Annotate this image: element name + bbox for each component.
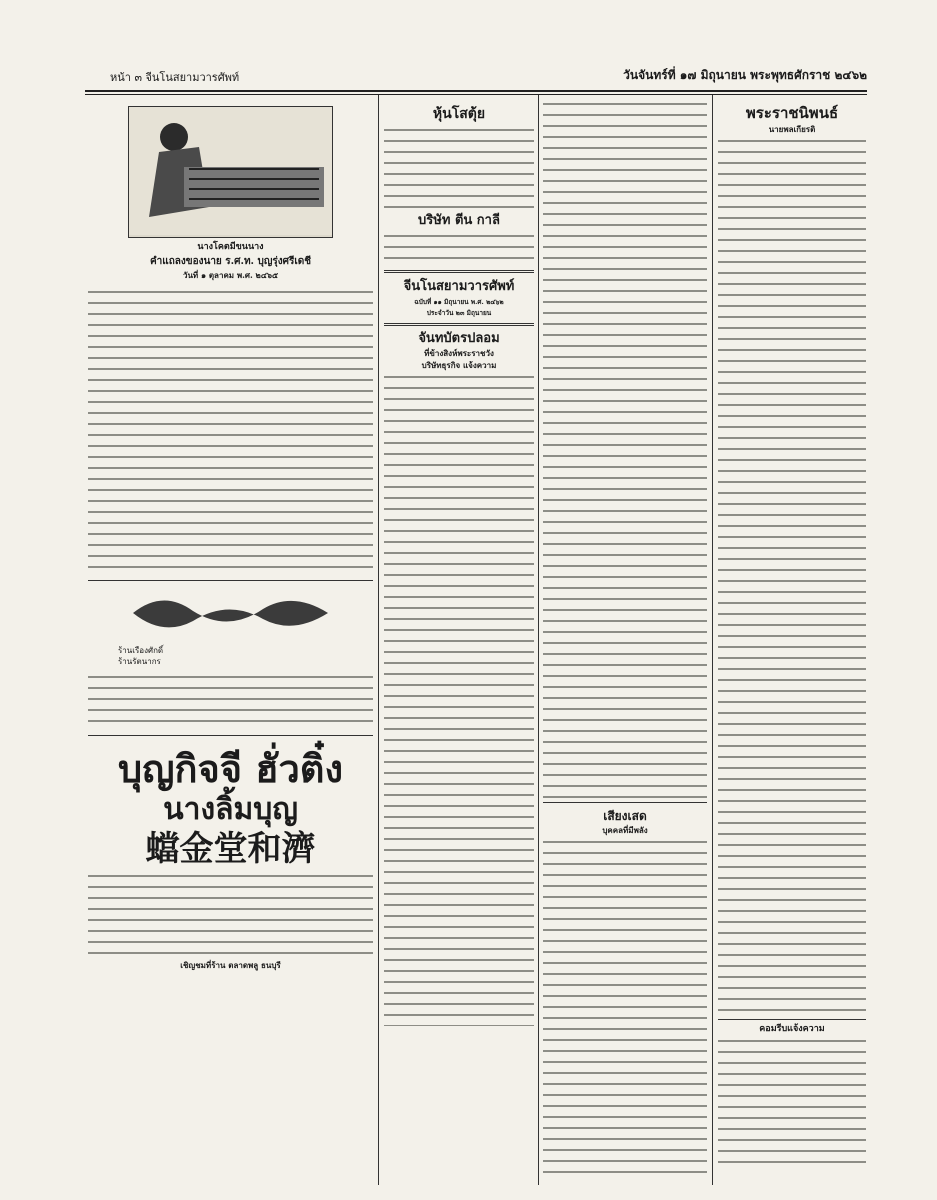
column-4: [718, 98, 866, 1183]
notice-box-body: [718, 1035, 866, 1165]
header-left: หน้า ๓ จีนโนสยามวารศัพท์: [110, 71, 240, 84]
section-subtitle: ที่ข้างสิงห์พระราชวัง: [424, 348, 494, 359]
column-divider-2: [538, 95, 539, 1185]
shop-body: [88, 671, 373, 731]
section-separator: [88, 580, 373, 581]
article-title-1: หุ้นโสตุ้ย: [432, 106, 486, 122]
article-heading: เสียงเสด: [603, 809, 647, 823]
section-separator: [88, 735, 373, 736]
column-3-body-top: [543, 98, 707, 798]
header-right: วันจันทร์ที่ ๑๗ มิถุนายน พระพุทธศักราช ๒๔๖๒: [623, 68, 867, 82]
royal-title: พระราชนิพนธ์: [745, 104, 839, 122]
column-3: [543, 98, 707, 1183]
shop-item: ร้านเรืองศักดิ์: [118, 645, 164, 655]
paper-subtitle: ฉบับที่ ๑๑ มิถุนายน พ.ศ. ๒๔๖๒: [414, 298, 504, 306]
announcement-title: คำแถลงของนาย ร.ศ.ท. บุญรุ่งศรีเดชี: [149, 256, 312, 268]
brand-headline: บุญกิจจี ฮั่วติ๋ง: [117, 746, 344, 792]
royal-subtitle: นายพลเกียรติ: [768, 124, 816, 134]
column-2: [384, 98, 534, 1183]
article-title-2: บริษัท ตีน กาลี: [418, 213, 500, 228]
article-body-2: [384, 230, 534, 266]
header-rule: [85, 90, 867, 92]
notice-box-title: คอมรีบแจ้งความ: [759, 1024, 825, 1035]
brand-body: [88, 870, 373, 958]
section-separator: [543, 802, 707, 803]
paper-title: จีนโนสยามวารศัพท์: [403, 279, 515, 294]
section-separator: [718, 1019, 866, 1020]
header-rule-thin: [85, 94, 867, 95]
section-body: [384, 371, 534, 1026]
shop-list: [118, 645, 343, 667]
brand-chinese: 蟷金堂和濟: [145, 829, 316, 870]
paper-subtitle-2: ประจำวัน ๒๓ มิถุนายน: [426, 309, 492, 318]
masthead-rule: [384, 323, 534, 326]
section-subtitle-2: บริษัทธุรกิจ แจ้งความ: [421, 359, 497, 370]
illustration-weaver: [128, 106, 333, 238]
announcement-date: วันที่ ๑ ตุลาคม พ.ศ. ๒๔๖๕: [182, 270, 279, 281]
brand-subtitle: นางลิ้มบุญ: [163, 792, 298, 828]
column-divider-1: [378, 95, 379, 1185]
masthead-rule: [384, 270, 534, 273]
section-title: จันทบัตรปลอม: [418, 331, 500, 347]
banner-drawing: [133, 589, 328, 637]
royal-body: [718, 135, 866, 1015]
column-3-body-bottom: [543, 836, 707, 1176]
announcement-body: [88, 286, 373, 576]
column-1: [88, 98, 373, 1183]
article-subheading: บุคคลที่มีพลัง: [602, 825, 648, 835]
column-divider-3: [712, 95, 713, 1185]
weaver-drawing: [129, 107, 332, 235]
illustration-caption: นางโคตมีขนนาง: [197, 242, 264, 252]
ornament-banner: [133, 589, 328, 637]
page-header: [85, 64, 867, 84]
article-body-1: [384, 124, 534, 212]
shop-item: ร้านรัตนากร: [118, 656, 161, 666]
brand-footer: เชิญชมที่ร้าน ตลาดพลู ธนบุรี: [180, 960, 281, 971]
